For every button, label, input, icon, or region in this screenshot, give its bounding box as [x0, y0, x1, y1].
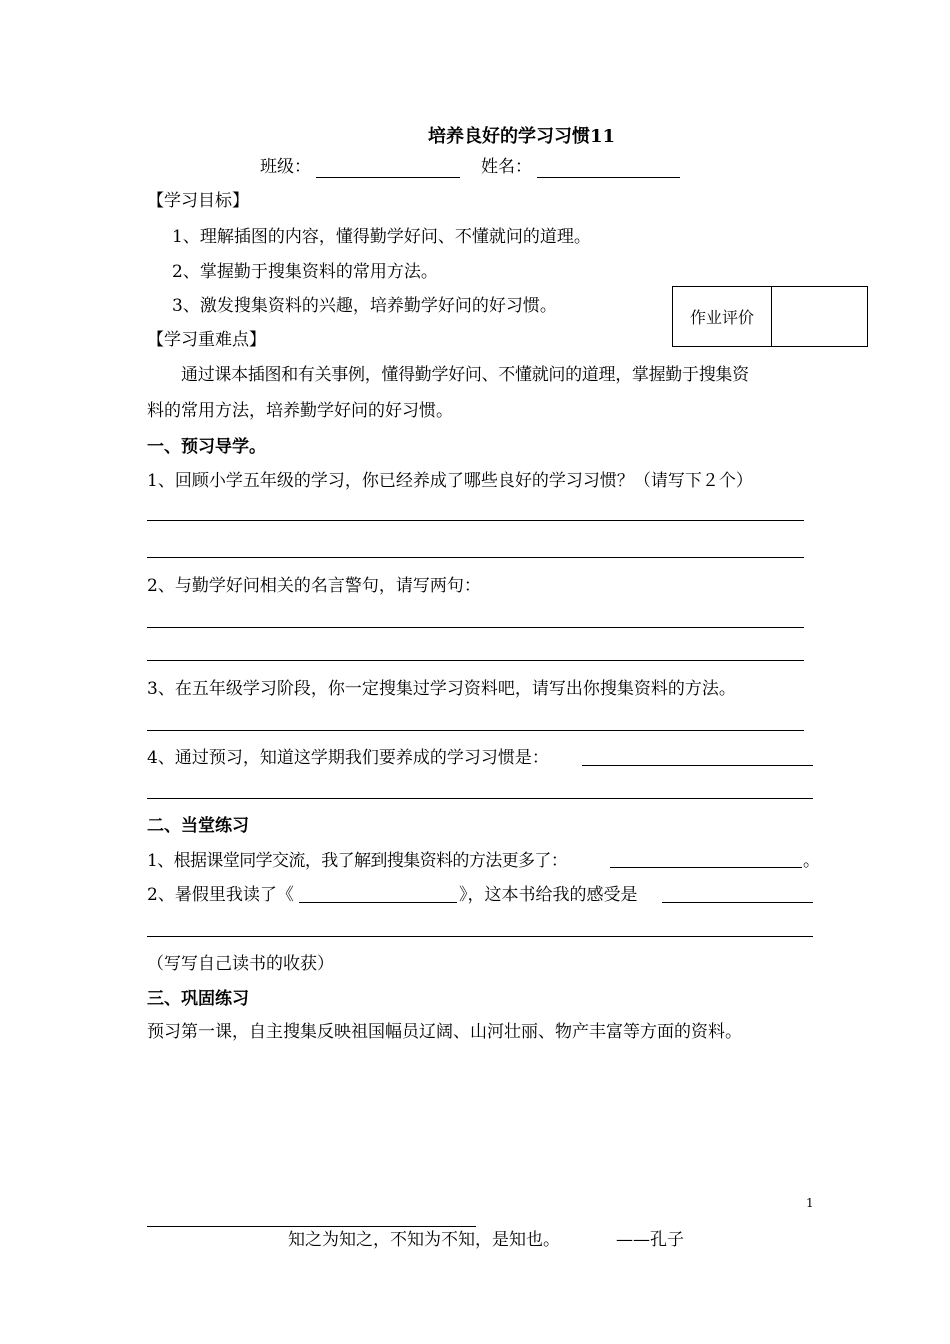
evaluation-value-cell[interactable] [772, 287, 867, 346]
objective-item: 1、理解插图的内容，懂得勤学好问、不懂就问的道理。 [172, 227, 591, 247]
evaluation-label: 作业评价 [673, 287, 772, 346]
name-blank[interactable] [537, 177, 680, 178]
question: 1、根据课堂同学交流，我了解到搜集资料的方法更多了： [147, 851, 568, 871]
name-label: 姓名： [481, 157, 532, 177]
footer-quote: 知之为知之，不知为不知，是知也。 [288, 1230, 560, 1250]
answer-line[interactable] [147, 557, 804, 558]
answer-line[interactable] [582, 765, 813, 766]
answer-line[interactable] [610, 867, 802, 868]
page-number: 1 [806, 1196, 814, 1210]
question: 2、与勤学好问相关的名言警句，请写两句： [147, 576, 481, 596]
answer-line[interactable] [147, 936, 813, 937]
section3-heading: 三、巩固练习 [147, 989, 249, 1009]
section1-heading: 一、预习导学。 [147, 437, 266, 457]
answer-line[interactable] [147, 660, 804, 661]
page-title: 培养良好的学习习惯11 [428, 126, 616, 147]
answer-line[interactable] [662, 902, 813, 903]
class-blank[interactable] [316, 177, 460, 178]
section2-heading: 二、当堂练习 [147, 816, 249, 836]
homework-evaluation-box [672, 286, 868, 347]
question: 3、在五年级学习阶段，你一定搜集过学习资料吧，请写出你搜集资料的方法。 [147, 679, 736, 699]
key-points-heading: 【学习重难点】 [147, 330, 266, 350]
objective-item: 2、掌握勤于搜集资料的常用方法。 [172, 262, 438, 282]
answer-line[interactable] [147, 520, 804, 521]
section2-note: （写写自己读书的收获） [147, 954, 334, 974]
question: 1、回顾小学五年级的学习，你已经养成了哪些良好的学习习惯？（请写下２个） [147, 471, 753, 491]
question: 4、通过预习，知道这学期我们要养成的学习习惯是： [147, 748, 549, 768]
footer-quote-author: ——孔子 [616, 1230, 684, 1250]
answer-line[interactable] [147, 798, 813, 799]
question: 2、暑假里我读了《 [147, 885, 294, 905]
section3-text: 预习第一课，自主搜集反映祖国幅员辽阔、山河壮丽、物产丰富等方面的资料。 [147, 1022, 742, 1042]
objectives-heading: 【学习目标】 [147, 191, 249, 211]
footer-divider [147, 1226, 476, 1227]
objective-item: 3、激发搜集资料的兴趣，培养勤学好问的好习惯。 [172, 296, 557, 316]
book-title-blank[interactable] [299, 902, 457, 903]
class-label: 班级： [260, 157, 311, 177]
question: 》，这本书给我的感受是 [459, 885, 638, 905]
answer-line[interactable] [147, 730, 804, 731]
answer-line[interactable] [147, 627, 804, 628]
key-points-text: 通过课本插图和有关事例，懂得勤学好问、不懂就问的道理，掌握勤于搜集资 [181, 365, 749, 385]
key-points-text: 料的常用方法，培养勤学好问的好习惯。 [147, 401, 453, 421]
question-suffix: 。 [803, 851, 820, 871]
